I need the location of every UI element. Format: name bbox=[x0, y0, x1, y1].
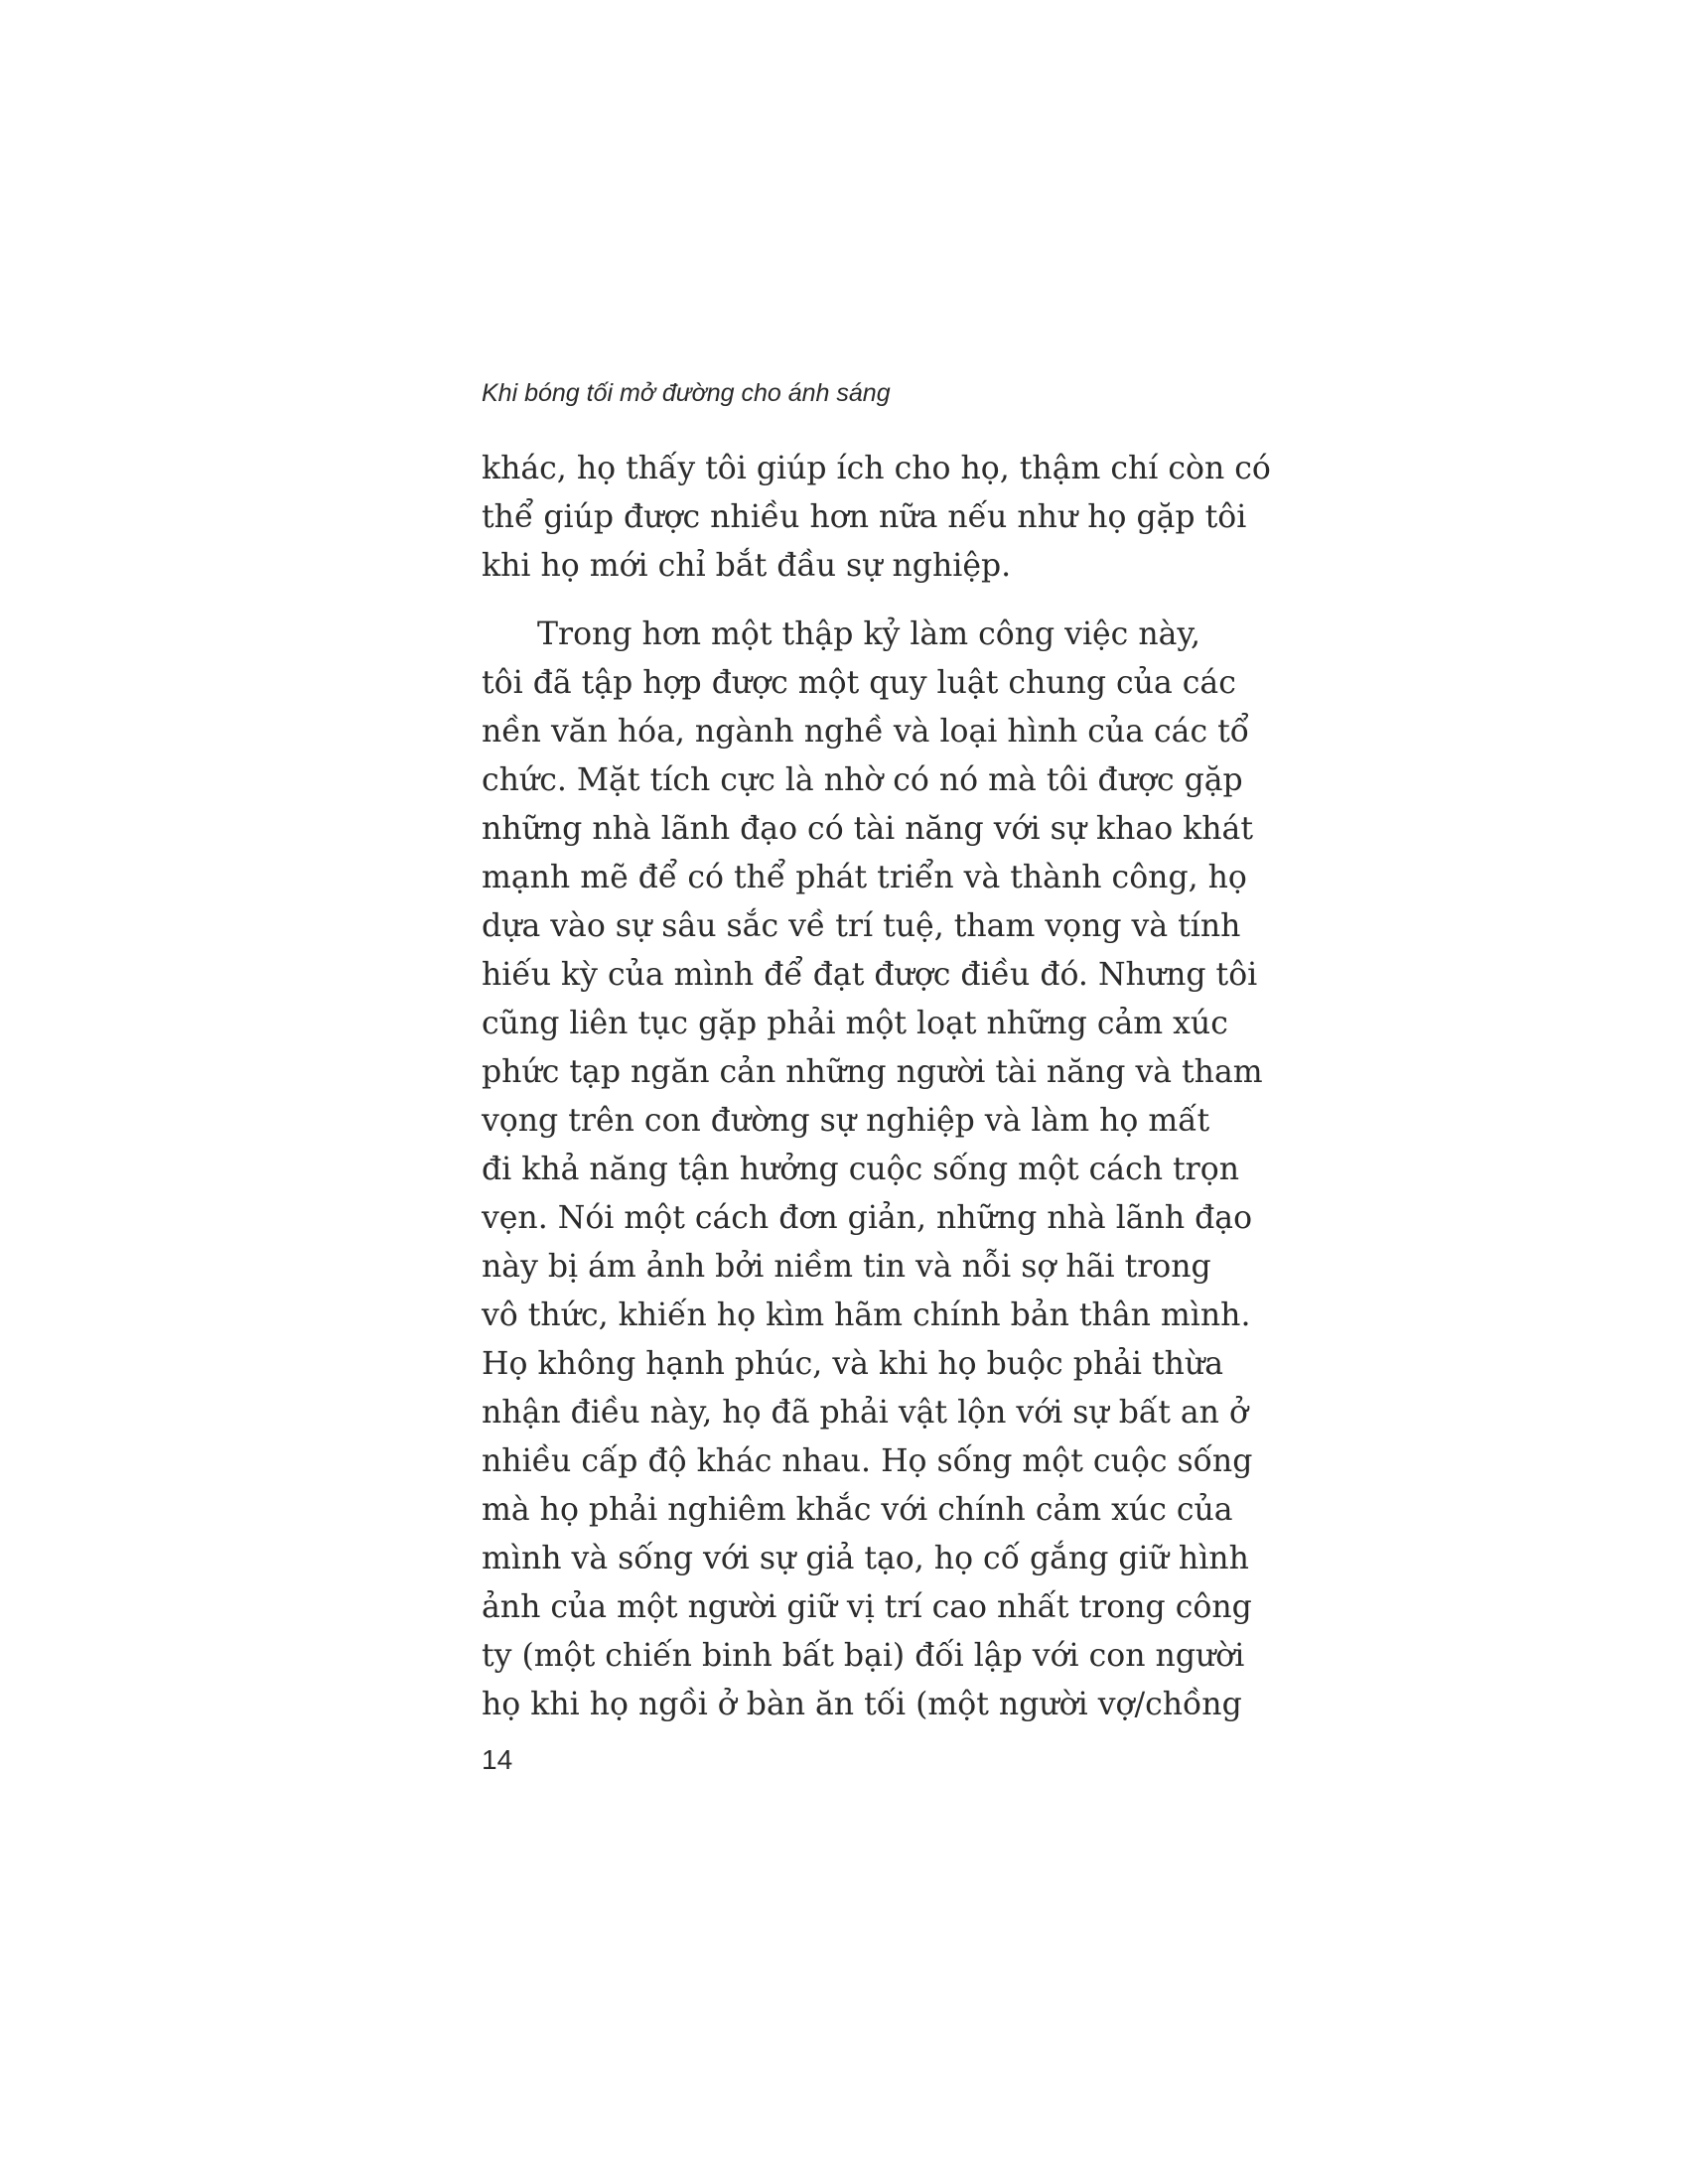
text-line: mạnh mẽ để có thể phát triển và thành công, họ bbox=[482, 860, 1247, 895]
text-line: mà họ phải nghiêm khắc với chính cảm xúc của bbox=[482, 1492, 1233, 1528]
text-line: này bị ám ảnh bởi niềm tin và nỗi sợ hãi trong bbox=[482, 1249, 1211, 1285]
text-line: khác, họ thấy tôi giúp ích cho họ, thậm chí còn có bbox=[482, 451, 1271, 486]
text-line: nhiều cấp độ khác nhau. Họ sống một cuộc sống bbox=[482, 1443, 1253, 1479]
running-header: Khi bóng tối mở đường cho ánh sáng bbox=[482, 379, 891, 407]
text-line: mình và sống với sự giả tạo, họ cố gắng giữ hình bbox=[482, 1541, 1249, 1576]
text-line: cũng liên tục gặp phải một loạt những cảm xúc bbox=[482, 1006, 1228, 1041]
text-line: đi khả năng tận hưởng cuộc sống một cách trọn bbox=[482, 1152, 1239, 1187]
body-text bbox=[482, 445, 1271, 1729]
text-line: những nhà lãnh đạo có tài năng với sự khao khát bbox=[482, 811, 1253, 847]
text-line: ảnh của một người giữ vị trí cao nhất trong công bbox=[482, 1589, 1252, 1625]
paragraph bbox=[482, 445, 1271, 591]
text-line: khi họ mới chỉ bắt đầu sự nghiệp. bbox=[482, 548, 1012, 584]
text-line: vọng trên con đường sự nghiệp và làm họ mất bbox=[482, 1103, 1210, 1139]
text-line: chức. Mặt tích cực là nhờ có nó mà tôi được gặp bbox=[482, 762, 1243, 798]
page-number: 14 bbox=[482, 1744, 513, 1775]
text-line: Họ không hạnh phúc, và khi họ buộc phải thừa bbox=[482, 1346, 1224, 1382]
text-line: ty (một chiến binh bất bại) đối lập với con người bbox=[482, 1638, 1245, 1674]
text-line: vô thức, khiến họ kìm hãm chính bản thân mình. bbox=[482, 1297, 1251, 1333]
text-line: phức tạp ngăn cản những người tài năng và tham bbox=[482, 1054, 1263, 1090]
text-line: thể giúp được nhiều hơn nữa nếu như họ gặp tôi bbox=[482, 499, 1247, 535]
paragraph bbox=[482, 611, 1263, 1729]
text-line: nền văn hóa, ngành nghề và loại hình của các tổ bbox=[482, 714, 1250, 750]
text-line: vẹn. Nói một cách đơn giản, những nhà lãnh đạo bbox=[482, 1200, 1253, 1236]
text-line: họ khi họ ngồi ở bàn ăn tối (một người vợ/chồng bbox=[482, 1687, 1242, 1722]
text-line: nhận điều này, họ đã phải vật lộn với sự bất an ở bbox=[482, 1395, 1248, 1431]
text-line: tôi đã tập hợp được một quy luật chung của các bbox=[482, 665, 1236, 701]
text-line: hiếu kỳ của mình để đạt được điều đó. Nhưng tôi bbox=[482, 957, 1258, 993]
text-line: dựa vào sự sâu sắc về trí tuệ, tham vọng và tính bbox=[482, 908, 1241, 944]
text-line: Trong hơn một thập kỷ làm công việc này, bbox=[537, 616, 1201, 652]
